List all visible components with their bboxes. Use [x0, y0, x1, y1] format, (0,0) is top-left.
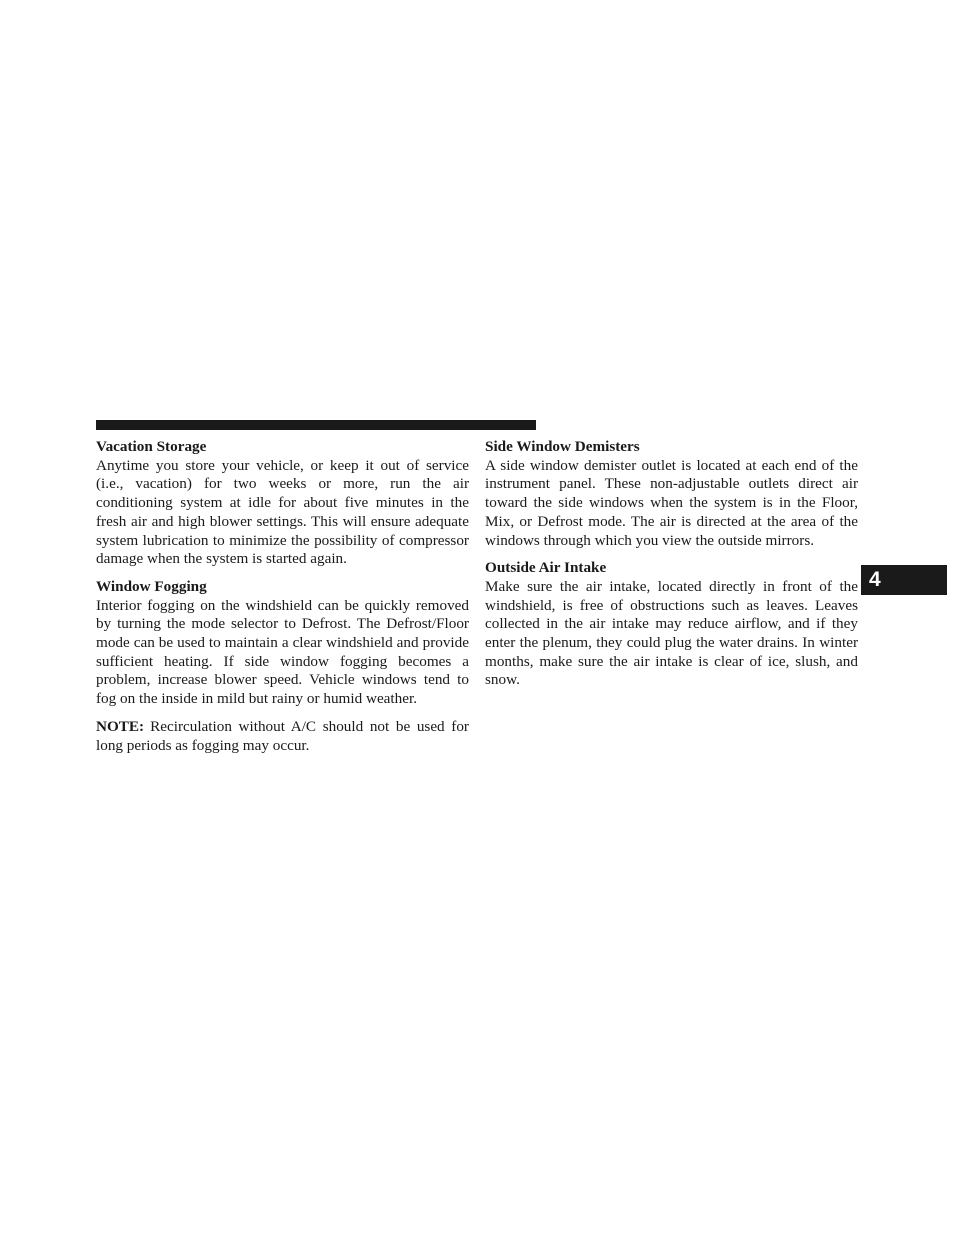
note-text: Recirculation without A/C should not be used for long periods as fogging may occur. [96, 717, 469, 754]
paragraph-side-window-demisters: A side window demister outlet is located at each end of the instrument panel. These non-adjustable outlets direct air toward the side windows when the system is in the Floor, Mix, or Defrost mode. The air is directed at the area of the windows through which you view the outside mirrors. [485, 456, 858, 549]
heading-vacation-storage: Vacation Storage [96, 438, 207, 455]
section-divider-bar [96, 420, 536, 430]
right-column [485, 438, 858, 699]
section-side-window-demisters [485, 438, 858, 550]
heading-side-window-demisters: Side Window Demisters [485, 438, 640, 455]
section-window-fogging [96, 578, 469, 755]
paragraph-window-fogging: Interior fogging on the windshield can be quickly removed by turning the mode selector to Defrost. The Defrost/Floor mode can be used to maintain a clear windshield and provide sufficient heating. If side window fogging becomes a problem, increase blower speed. Vehicle windows tend to fog on the inside in mild but rainy or humid weather. [96, 596, 469, 708]
heading-outside-air-intake: Outside Air Intake [485, 559, 607, 577]
note-recirculation [96, 718, 469, 755]
paragraph-vacation-storage: Anytime you store your vehicle, or keep it out of service (i.e., vacation) for two weeks or more, run the air conditioning system at idle for about five minutes in the fresh air and high blower settings. This will ensure adequate system lubrication to minimize the possibility of compressor damage when the system is started again. [96, 456, 469, 568]
section-outside-air-intake [485, 559, 858, 690]
note-label: NOTE: [96, 717, 145, 735]
paragraph-outside-air-intake: Make sure the air intake, located directly in front of the windshield, is free of obstructions such as leaves. Leaves collected in the air intake may reduce airflow, and if they enter the plenum, they could plug the water drains. In winter months, make sure the air intake is clear of ice, slush, and snow. [485, 577, 858, 689]
chapter-tab [861, 565, 947, 595]
left-column [96, 438, 469, 764]
heading-window-fogging: Window Fogging [96, 577, 207, 595]
chapter-number: 4 [869, 568, 881, 591]
section-vacation-storage [96, 438, 469, 569]
